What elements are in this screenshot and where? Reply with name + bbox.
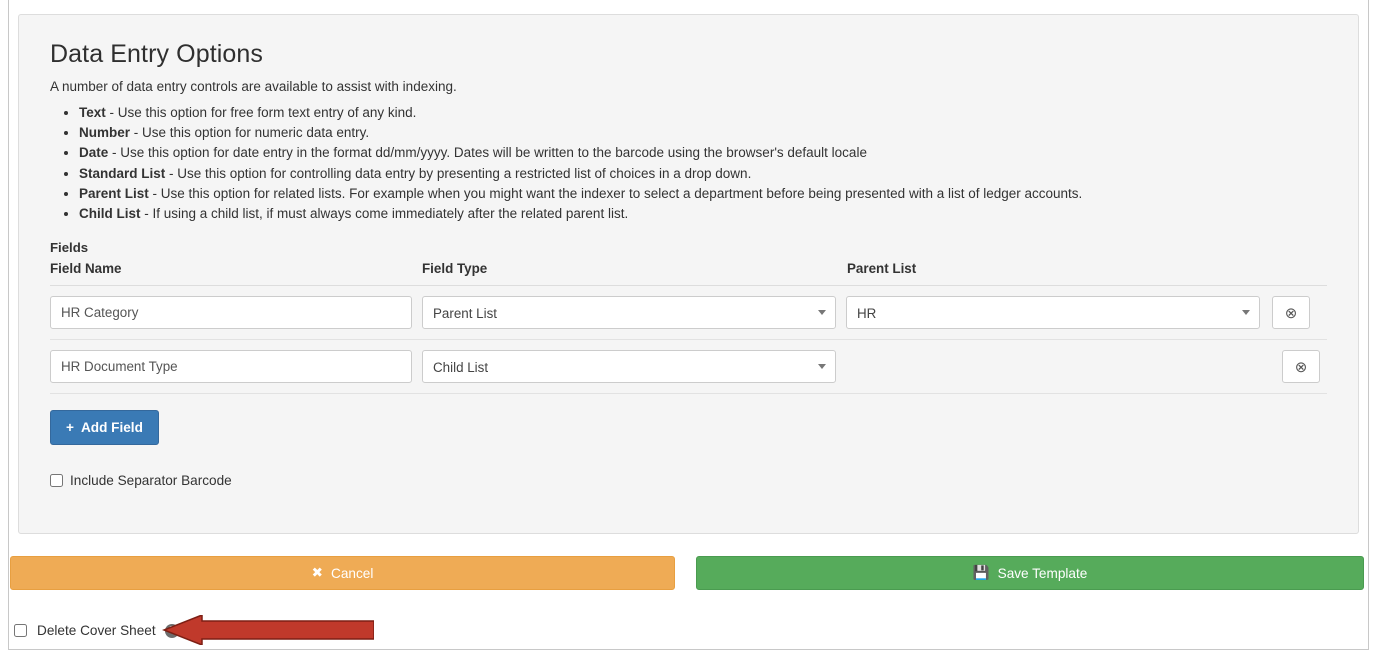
- page-title: Data Entry Options: [50, 40, 264, 68]
- list-item: [79, 123, 1338, 143]
- add-field-label: Add Field: [80, 420, 143, 436]
- chevron-down-icon: [818, 364, 826, 369]
- list-item: [79, 184, 1338, 204]
- include-separator-barcode-row: [50, 473, 1338, 488]
- table-row: [50, 340, 1327, 394]
- option-term: Child List: [79, 206, 141, 222]
- fields-section-label: Fields: [50, 240, 89, 256]
- option-desc: - Use this option for related lists. For example when you might want the indexer to select a department before being presented with a list of ledger accounts.: [148, 185, 1083, 201]
- option-desc: - Use this option for controlling data entry by presenting a restricted list of choices in a drop down.: [165, 165, 752, 181]
- option-term: Text: [79, 105, 106, 120]
- list-item: [79, 164, 1338, 184]
- column-header-field-type: Field Type: [422, 261, 488, 277]
- field-type-select-wrapper: [422, 350, 836, 383]
- chevron-down-icon: [818, 310, 826, 315]
- column-header-field-name: Field Name: [50, 261, 122, 277]
- option-term: Number: [79, 125, 131, 141]
- intro-text: A number of data entry controls are available to assist with indexing.: [50, 79, 457, 94]
- parent-list-select-wrapper: [846, 296, 1260, 329]
- delete-row-button[interactable]: ⊗: [1282, 350, 1320, 383]
- annotation-arrow-icon: [162, 615, 374, 645]
- delete-row-button[interactable]: ⊗: [1272, 296, 1310, 329]
- save-icon: 💾: [972, 565, 990, 580]
- cancel-button[interactable]: [10, 556, 675, 590]
- field-type-select-wrapper: [422, 296, 836, 329]
- field-name-input[interactable]: [50, 350, 412, 383]
- footer-buttons: [8, 556, 1369, 590]
- parent-list-select[interactable]: HR: [846, 296, 1260, 329]
- table-row: [50, 286, 1327, 340]
- options-list: [50, 103, 1338, 224]
- delete-cover-sheet-row: [10, 621, 179, 640]
- option-desc: - Use this option for date entry in the format dd/mm/yyyy. Dates will be written to the barcode using the browser's default locale: [108, 145, 867, 161]
- fields-table-header: [50, 261, 1327, 286]
- list-item: [79, 204, 1338, 224]
- data-entry-options-panel: [18, 14, 1359, 534]
- delete-cover-sheet-label: Delete Cover Sheet: [37, 623, 156, 638]
- save-template-button[interactable]: [696, 556, 1364, 590]
- cancel-label: Cancel: [331, 565, 374, 581]
- option-desc: - Use this option for free form text entry of any kind.: [105, 105, 417, 120]
- field-name-input[interactable]: [50, 296, 412, 329]
- column-header-parent-list: Parent List: [847, 261, 917, 277]
- save-label: Save Template: [997, 565, 1088, 581]
- list-item: [79, 143, 1338, 163]
- include-separator-barcode-label: Include Separator Barcode: [70, 473, 232, 489]
- close-icon: ✖: [311, 565, 324, 580]
- list-item: [79, 103, 1338, 123]
- option-desc: - Use this option for numeric data entry.: [130, 125, 370, 141]
- field-type-select[interactable]: Child List: [422, 350, 836, 383]
- plus-icon: +: [66, 420, 74, 436]
- option-term: Parent List: [79, 185, 149, 201]
- option-desc: - If using a child list, if must always come immediately after the related parent list.: [140, 206, 629, 222]
- option-term: Date: [79, 145, 109, 161]
- delete-cover-sheet-checkbox[interactable]: [14, 624, 27, 637]
- option-term: Standard List: [79, 165, 166, 181]
- field-type-select[interactable]: Parent List: [422, 296, 836, 329]
- include-separator-barcode-checkbox[interactable]: [50, 474, 63, 487]
- add-field-button[interactable]: [50, 410, 159, 445]
- chevron-down-icon: [1242, 310, 1250, 315]
